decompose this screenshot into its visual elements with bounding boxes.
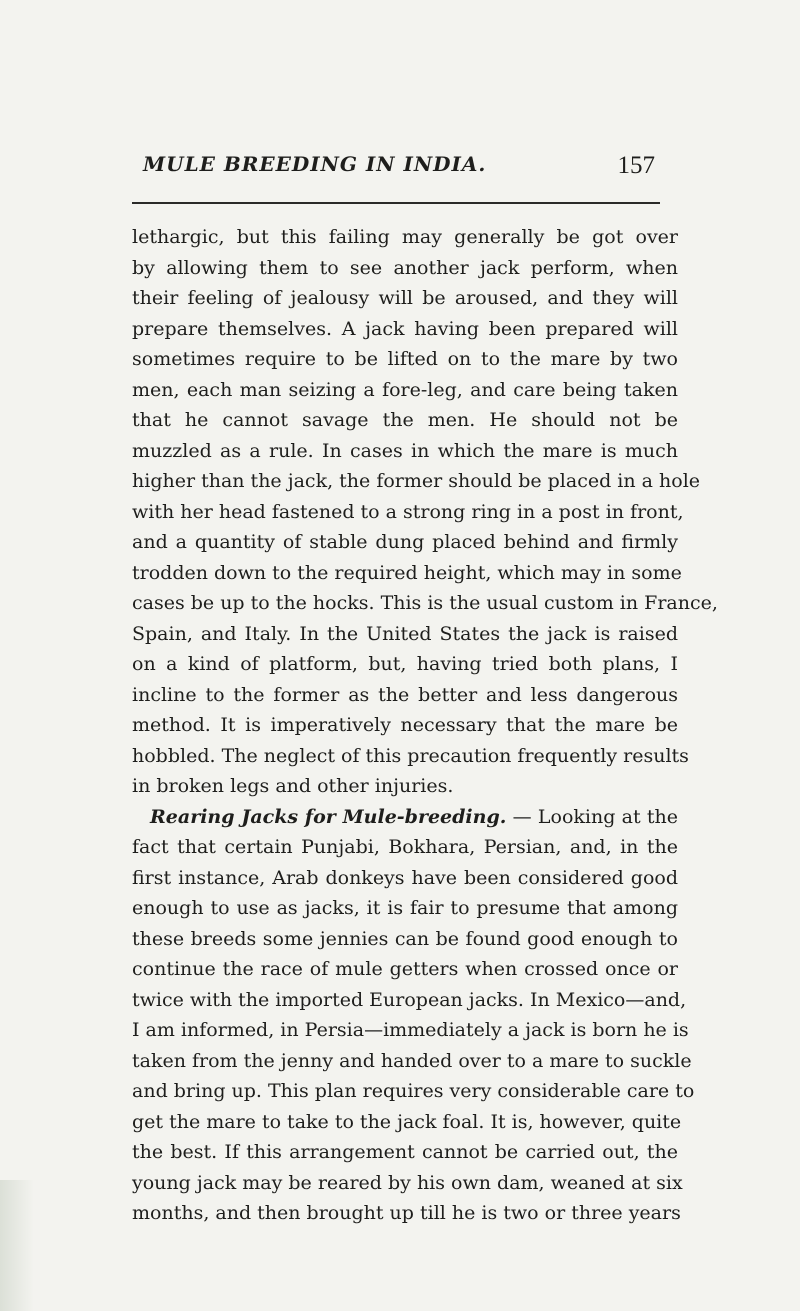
text-line: enough to use as jacks, it is fair to presume that among: [132, 897, 678, 919]
text-line: incline to the former as the better and less dangerous: [132, 683, 678, 706]
running-title: MULE BREEDING IN INDIA.: [143, 152, 487, 176]
text-line: Spain, and Italy. In the United States the jack is raised: [132, 622, 678, 645]
text-line: by allowing them to see another jack perform, when: [132, 256, 678, 279]
text-line: that he cannot savage the men. He should not be: [132, 409, 678, 431]
paragraph-end-line: in broken legs and other injuries.: [132, 775, 454, 797]
text-line: taken from the jenny and handed over to a mare to suckle: [132, 1049, 692, 1072]
text-line: continue the race of mule getters when crossed once or: [132, 958, 678, 980]
section-first-line-rest: — Looking at the: [512, 805, 678, 828]
text-line: and bring up. This plan requires very considerable care to: [132, 1080, 695, 1102]
text-line: and a quantity of stable dung placed behind and firmly: [132, 531, 678, 553]
text-line: these breeds some jennies can be found good enough to: [132, 927, 678, 950]
text-line: trodden down to the required height, which may in some: [132, 561, 682, 584]
text-line: fact that certain Punjabi, Bokhara, Persian, and, in the: [132, 836, 678, 858]
text-line: on a kind of platform, but, having tried both plans, I: [132, 653, 678, 675]
text-line: cases be up to the hocks. This is the usual custom in France,: [132, 592, 718, 614]
text-line: twice with the imported European jacks. In Mexico—and,: [132, 988, 687, 1011]
text-line: method. It is imperatively necessary that the mare be: [132, 714, 678, 736]
text-line: prepare themselves. A jack having been prepared will: [132, 317, 678, 340]
header-rule: [132, 202, 660, 204]
text-line: their feeling of jealousy will be aroused, and they will: [132, 287, 678, 309]
page-number: 157: [617, 152, 655, 179]
text-line: I am informed, in Persia—immediately a jack is born he is: [132, 1019, 689, 1041]
text-line: men, each man seizing a fore-leg, and care being taken: [132, 378, 678, 401]
text-line: sometimes require to be lifted on to the mare by two: [132, 348, 678, 370]
text-line: the best. If this arrangement cannot be carried out, the: [132, 1141, 678, 1163]
text-line: muzzled as a rule. In cases in which the mare is much: [132, 439, 678, 462]
section-first-line: [132, 802, 678, 833]
text-line: with her head fastened to a strong ring in a post in front,: [132, 500, 684, 523]
text-line: first instance, Arab donkeys have been considered good: [132, 866, 678, 889]
text-line: higher than the jack, the former should be placed in a hole: [132, 470, 701, 492]
section-heading: Rearing Jacks for Mule-breeding.: [150, 805, 507, 828]
text-line: hobbled. The neglect of this precaution frequently results: [132, 744, 689, 767]
page-edge-shadow: [0, 1180, 34, 1311]
body-text: [132, 222, 718, 1229]
text-line: lethargic, but this failing may generally be got over: [132, 226, 678, 248]
page-header: [143, 152, 663, 188]
text-line: months, and then brought up till he is two or three years: [132, 1202, 681, 1224]
text-line: young jack may be reared by his own dam, weaned at six: [132, 1171, 683, 1194]
text-line: get the mare to take to the jack foal. It is, however, quite: [132, 1110, 682, 1133]
